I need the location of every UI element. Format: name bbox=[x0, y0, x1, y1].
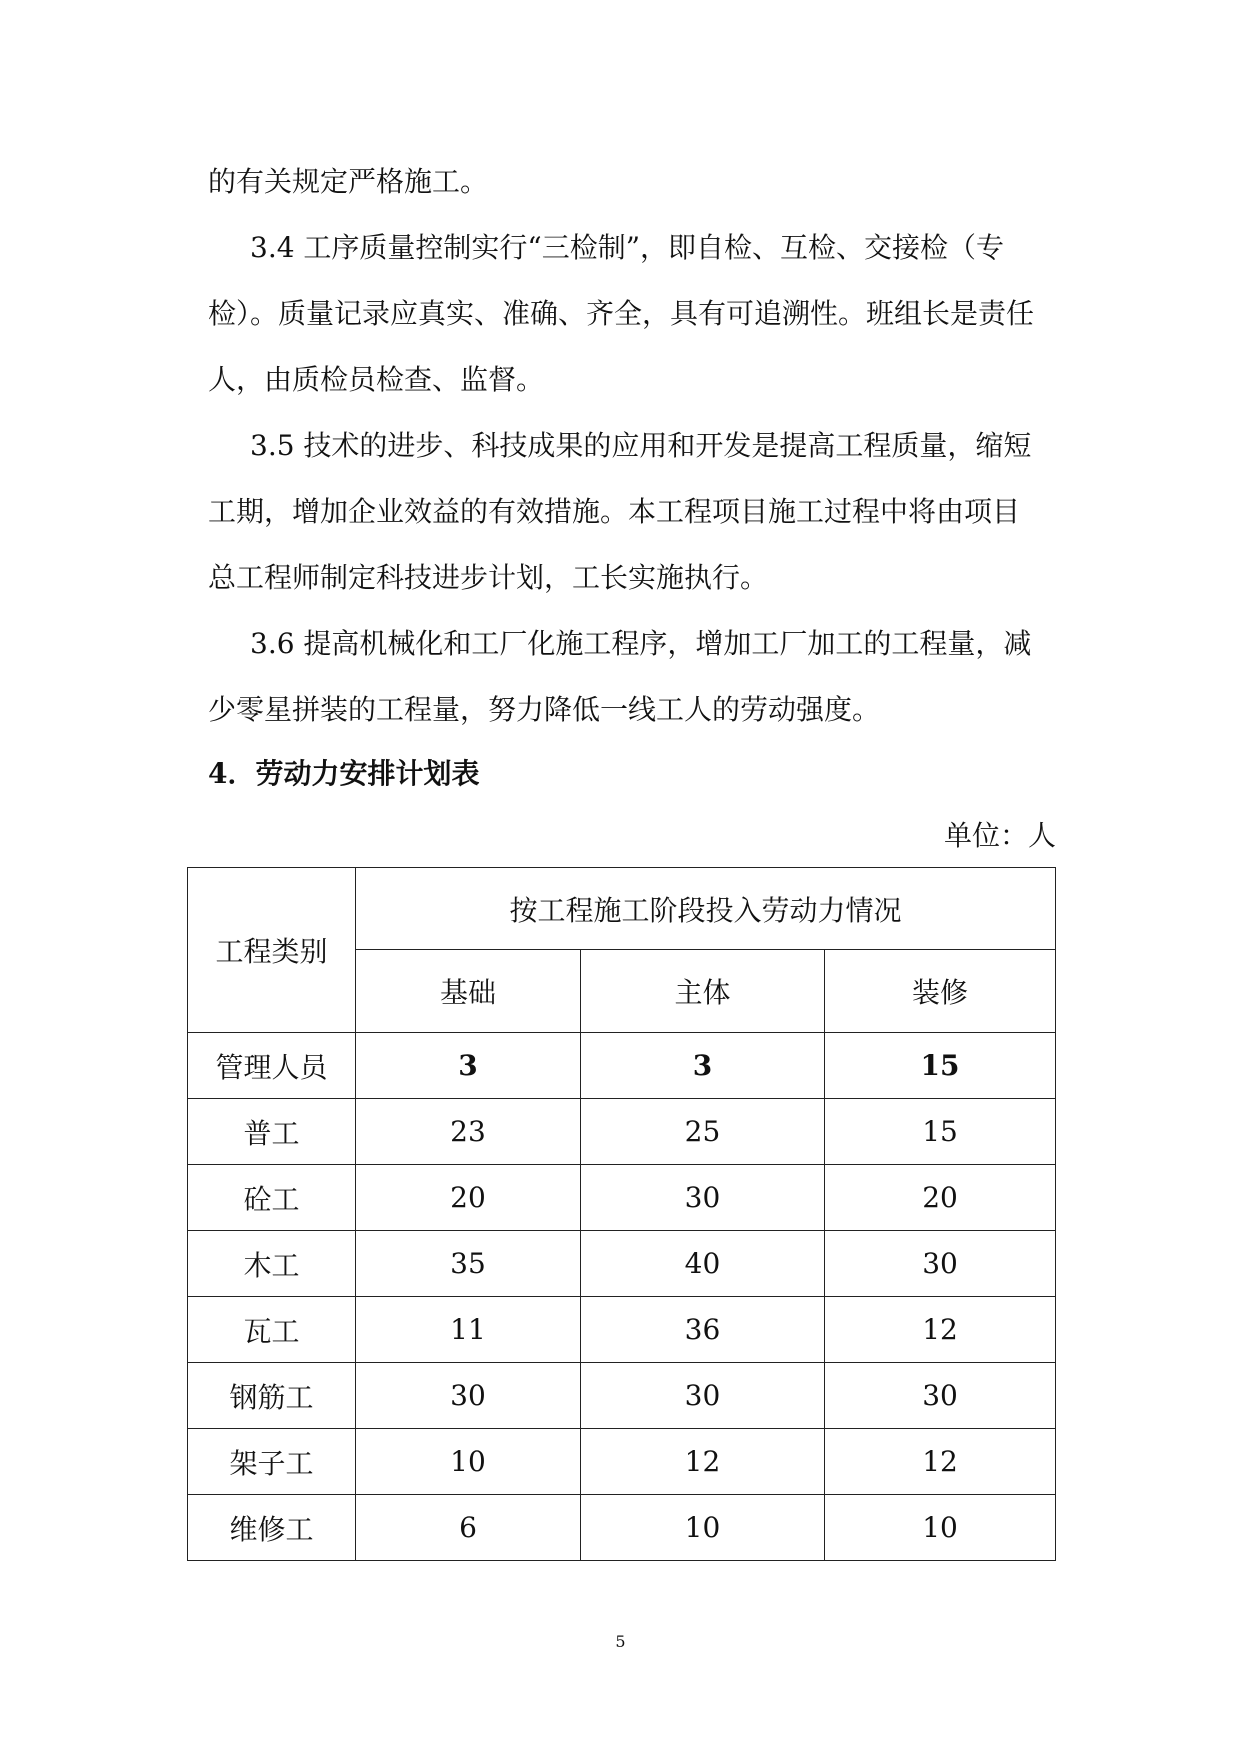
value-cell: 10 bbox=[581, 1495, 825, 1561]
paragraph-line: 工期，增加企业效益的有效措施。本工程项目施工过程中将由项目 bbox=[208, 495, 1021, 528]
value-cell: 12 bbox=[825, 1297, 1056, 1363]
value-cell: 23 bbox=[356, 1099, 581, 1165]
phase-header-cell: 装修 bbox=[825, 950, 1056, 1033]
unit-label: 单位：人 bbox=[943, 819, 1056, 852]
labor-plan-table bbox=[187, 867, 1056, 1561]
value-cell: 36 bbox=[581, 1297, 825, 1363]
value-cell: 10 bbox=[825, 1495, 1056, 1561]
value-cell: 6 bbox=[356, 1495, 581, 1561]
paragraph-line: 总工程师制定科技进步计划，工长实施执行。 bbox=[208, 561, 769, 594]
table-row bbox=[188, 1363, 1056, 1429]
paragraph-line: 人，由质检员检查、监督。 bbox=[208, 363, 545, 396]
value-cell: 35 bbox=[356, 1231, 581, 1297]
table-row bbox=[188, 1099, 1056, 1165]
table-row bbox=[188, 1231, 1056, 1297]
value-cell: 12 bbox=[581, 1429, 825, 1495]
paragraph-line: 检）。质量记录应真实、准确、齐全，具有可追溯性。班组长是责任 bbox=[208, 297, 1035, 330]
value-cell: 3 bbox=[356, 1033, 581, 1099]
value-cell: 11 bbox=[356, 1297, 581, 1363]
paragraph-line: 少零星拼装的工程量，努力降低一线工人的劳动强度。 bbox=[208, 693, 881, 726]
value-cell: 15 bbox=[825, 1099, 1056, 1165]
value-cell: 30 bbox=[581, 1165, 825, 1231]
trade-cell: 砼工 bbox=[188, 1165, 356, 1231]
trade-cell: 钢筋工 bbox=[188, 1363, 356, 1429]
row-header-cell: 工程类别 bbox=[188, 868, 356, 1033]
table-row bbox=[188, 1429, 1056, 1495]
value-cell: 20 bbox=[825, 1165, 1056, 1231]
paragraph-line: 的有关规定严格施工。 bbox=[208, 165, 489, 198]
value-cell: 30 bbox=[825, 1231, 1056, 1297]
paragraph-line: 3.5 技术的进步、科技成果的应用和开发是提高工程质量，缩短 bbox=[250, 429, 1032, 462]
value-cell: 12 bbox=[825, 1429, 1056, 1495]
value-cell: 40 bbox=[581, 1231, 825, 1297]
trade-cell: 维修工 bbox=[188, 1495, 356, 1561]
page-number: 5 bbox=[615, 1632, 626, 1651]
paragraph-line: 3.4 工序质量控制实行“三检制”，即自检、互检、交接检（专 bbox=[250, 231, 1005, 264]
table-row bbox=[188, 1165, 1056, 1231]
trade-cell: 木工 bbox=[188, 1231, 356, 1297]
paragraph-line: 3.6 提高机械化和工厂化施工程序，增加工厂加工的工程量，减 bbox=[250, 627, 1032, 660]
value-cell: 30 bbox=[356, 1363, 581, 1429]
group-header-cell: 按工程施工阶段投入劳动力情况 bbox=[356, 868, 1056, 950]
value-cell: 30 bbox=[825, 1363, 1056, 1429]
value-cell: 20 bbox=[356, 1165, 581, 1231]
trade-cell: 瓦工 bbox=[188, 1297, 356, 1363]
table-row bbox=[188, 1297, 1056, 1363]
table-row bbox=[188, 1495, 1056, 1561]
value-cell: 15 bbox=[825, 1033, 1056, 1099]
value-cell: 25 bbox=[581, 1099, 825, 1165]
trade-cell: 管理人员 bbox=[188, 1033, 356, 1099]
table-row bbox=[188, 1033, 1056, 1099]
value-cell: 10 bbox=[356, 1429, 581, 1495]
trade-cell: 普工 bbox=[188, 1099, 356, 1165]
phase-header-cell: 基础 bbox=[356, 950, 581, 1033]
trade-cell: 架子工 bbox=[188, 1429, 356, 1495]
value-cell: 30 bbox=[581, 1363, 825, 1429]
phase-header-cell: 主体 bbox=[581, 950, 825, 1033]
value-cell: 3 bbox=[581, 1033, 825, 1099]
section-heading: 4．劳动力安排计划表 bbox=[208, 757, 480, 790]
